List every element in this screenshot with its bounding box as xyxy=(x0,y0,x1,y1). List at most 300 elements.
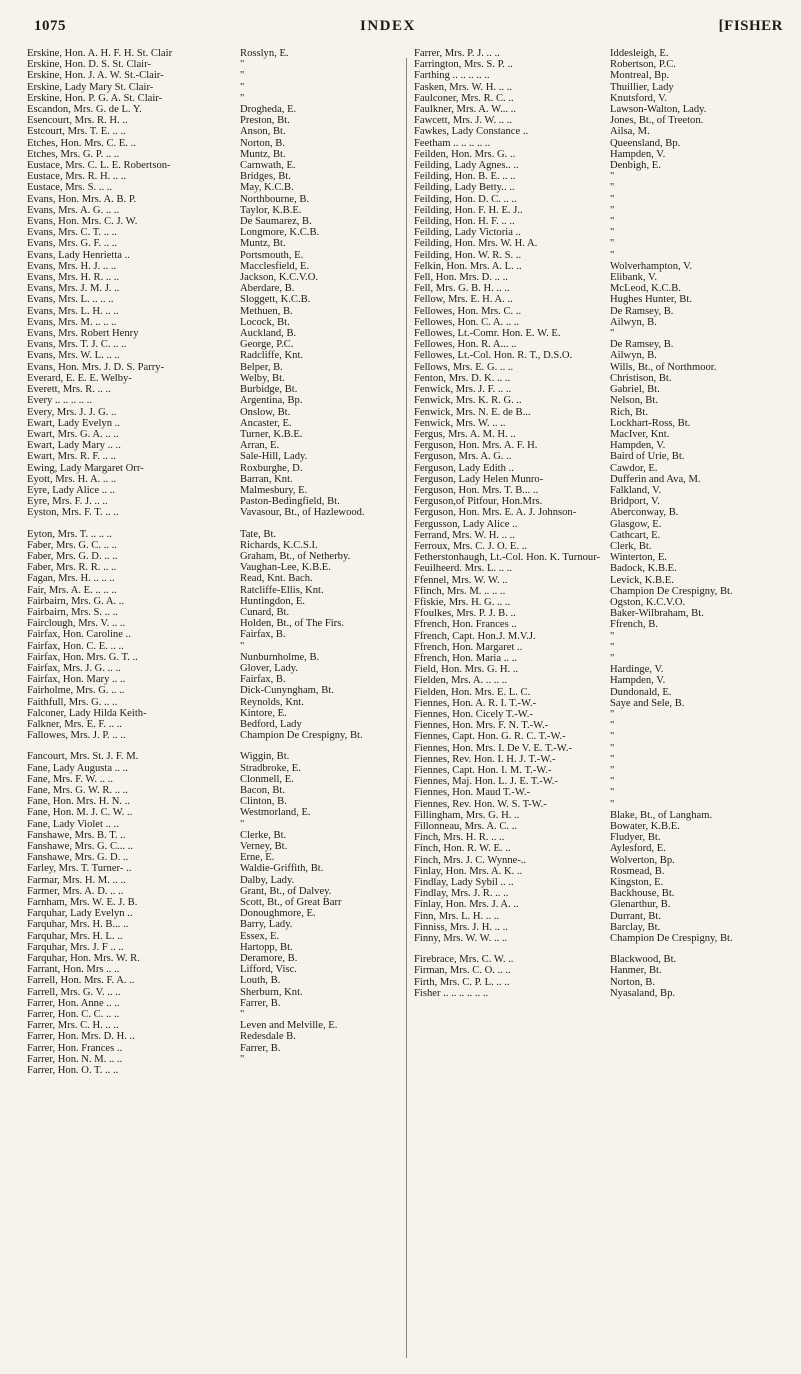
entry-shown-under: Waldie-Griffith, Bt. xyxy=(240,863,324,875)
entry-name: Farrell, Mrs. G. V. .. .. xyxy=(27,986,121,998)
index-entry xyxy=(27,998,397,1009)
index-entry xyxy=(414,619,796,630)
entry-shown-under: Falkland, V. xyxy=(610,484,662,496)
entry-shown-under: " xyxy=(240,81,245,93)
entry-name: Farquhar, Mrs. J. F .. .. xyxy=(27,941,124,953)
index-entry xyxy=(414,586,796,597)
entry-shown-under: Malmesbury, E. xyxy=(240,484,308,496)
entry-name: Fiennes, Capt. Hon. G. R. C. T.-W.- xyxy=(414,731,566,743)
entry-shown-under: Redesdale B. xyxy=(240,1031,296,1043)
entry-name: Every .. .. .. .. .. xyxy=(27,395,93,407)
entry-name: Evans, Mrs. H. J. .. .. xyxy=(27,260,117,272)
index-entry xyxy=(414,922,796,933)
left-column xyxy=(27,48,397,1364)
entry-name: Finch, Mrs. J. C. Wynne-.. xyxy=(414,854,527,866)
entry-name: Fenwick, Mrs. W. .. .. xyxy=(414,417,506,429)
index-entry xyxy=(27,238,397,249)
entry-name: Fallowes, Mrs. J. P. .. .. xyxy=(27,730,126,742)
entry-name: Eyton, Mrs. T. .. .. .. xyxy=(27,528,112,540)
index-entry xyxy=(27,485,397,496)
entry-name: Falconer, Lady Hilda Keith- xyxy=(27,707,147,719)
index-entry xyxy=(414,541,796,552)
entry-shown-under: Kintore, E. xyxy=(240,707,287,719)
index-entry xyxy=(27,931,397,942)
index-entry xyxy=(414,283,796,294)
entry-name: Fane, Hon. Mrs. H. N. .. xyxy=(27,796,130,808)
entry-name: Ewart, Lady Mary .. .. xyxy=(27,440,121,452)
index-entry xyxy=(27,205,397,216)
entry-shown-under: Clerke, Bt. xyxy=(240,829,287,841)
index-entry xyxy=(414,317,796,328)
entry-name: Fasken, Mrs. W. H. .. .. xyxy=(414,81,512,93)
index-entry xyxy=(414,171,796,182)
entry-shown-under: Rich, Bt. xyxy=(610,406,648,418)
entry-gap xyxy=(27,519,397,529)
entry-shown-under: Bowater, K.B.E. xyxy=(610,821,680,833)
entry-name: Erskine, Lady Mary St. Clair- xyxy=(27,81,154,93)
index-entry xyxy=(414,227,796,238)
entry-shown-under: " xyxy=(610,328,615,340)
entry-shown-under: " xyxy=(240,59,245,71)
index-entry xyxy=(414,507,796,518)
index-entry xyxy=(27,395,397,406)
index-entry xyxy=(27,362,397,373)
index-entry xyxy=(27,1054,397,1065)
entry-shown-under: Ailwyn, B. xyxy=(610,316,657,328)
entry-name: Esencourt, Mrs. R. H. .. xyxy=(27,115,128,127)
entry-name: Eyston, Mrs. F. T. .. .. xyxy=(27,507,119,519)
entry-name: Ferguson,of Pitfour, Hon.Mrs. xyxy=(414,496,543,508)
index-entry xyxy=(414,866,796,877)
index-entry xyxy=(414,776,796,787)
index-entry xyxy=(27,227,397,238)
index-entry xyxy=(414,743,796,754)
entry-shown-under: Glover, Lady. xyxy=(240,662,299,674)
entry-shown-under: Richards, K.C.S.I. xyxy=(240,539,318,551)
entry-name: Evans, Mrs. Robert Henry xyxy=(27,328,139,340)
index-entry xyxy=(414,48,796,59)
index-entry xyxy=(414,877,796,888)
entry-name: Evans, Mrs. G. F. .. .. xyxy=(27,238,118,250)
entry-shown-under: Hartopp, Bt. xyxy=(240,941,293,953)
index-entry xyxy=(27,641,397,652)
entry-name: Fellow, Mrs. E. H. A. .. xyxy=(414,294,513,306)
index-entry xyxy=(414,899,796,910)
index-entry xyxy=(27,328,397,339)
entry-shown-under: Bridport, V. xyxy=(610,496,660,508)
entry-shown-under: Cathcart, E. xyxy=(610,529,661,541)
index-entry xyxy=(27,160,397,171)
index-entry xyxy=(27,897,397,908)
index-entry xyxy=(414,888,796,899)
index-entry xyxy=(27,663,397,674)
index-entry xyxy=(27,182,397,193)
entry-name: Ffinch, Mrs. M. .. .. .. xyxy=(414,585,506,597)
entry-name: Fellowes, Lt.-Col. Hon. R. T., D.S.O. xyxy=(414,350,573,362)
entry-name: Firebrace, Mrs. C. W. .. xyxy=(414,954,514,966)
index-entry xyxy=(27,384,397,395)
entry-shown-under: Kingston, E. xyxy=(610,877,664,889)
index-entry xyxy=(414,552,796,563)
index-entry xyxy=(27,1043,397,1054)
index-entry xyxy=(414,138,796,149)
index-entry xyxy=(414,451,796,462)
entry-name: Erskine, Hon. J. A. W. St.-Clair- xyxy=(27,70,164,82)
index-entry xyxy=(27,306,397,317)
index-entry xyxy=(414,429,796,440)
entry-name: Eyre, Mrs. F. J. .. .. xyxy=(27,496,108,508)
entry-name: Fane, Mrs. F. W. .. .. xyxy=(27,773,113,785)
entry-name: Fillingham, Mrs. G. H. .. xyxy=(414,809,520,821)
entry-name: Ferguson, Hon. Mrs. T. B... .. xyxy=(414,484,539,496)
index-entry xyxy=(27,440,397,451)
entry-name: Fellowes, Hon. R. A... .. xyxy=(414,339,517,351)
index-entry xyxy=(414,362,796,373)
index-entry xyxy=(414,182,796,193)
index-entry xyxy=(414,965,796,976)
index-entry xyxy=(414,675,796,686)
entry-name: Feilden, Hon. Mrs. G. .. xyxy=(414,148,516,160)
entry-name: Ferroux, Mrs. C. J. O. E. .. xyxy=(414,540,527,552)
entry-shown-under: Aberconway, B. xyxy=(610,507,679,519)
entry-shown-under: Ailwyn, B. xyxy=(610,350,657,362)
index-entry xyxy=(414,855,796,866)
entry-name: Fawcett, Mrs. J. W. .. .. xyxy=(414,115,512,127)
entry-name: Fell, Hon. Mrs. D. .. .. xyxy=(414,272,508,284)
index-entry xyxy=(27,1020,397,1031)
entry-shown-under: Vavasour, Bt., of Hazlewood. xyxy=(240,507,365,519)
index-entry xyxy=(414,149,796,160)
entry-name: Ferguson, Lady Edith .. xyxy=(414,462,514,474)
index-entry xyxy=(414,597,796,608)
entry-shown-under: Onslow, Bt. xyxy=(240,406,291,418)
entry-name: Ffrench, Hon. Frances .. xyxy=(414,619,517,631)
entry-name: Evans, Hon. Mrs. J. D. S. Parry- xyxy=(27,361,165,373)
entry-name: Estcourt, Mrs. T. E. .. .. xyxy=(27,126,126,138)
entry-shown-under: Montreal, Bp. xyxy=(610,70,670,82)
entry-shown-under: Sale-Hill, Lady. xyxy=(240,451,308,463)
entry-shown-under: Hughes Hunter, Bt. xyxy=(610,294,692,306)
entry-name: Ferguson, Hon. Mrs. E. A. J. Johnson- xyxy=(414,507,577,519)
index-entry xyxy=(27,272,397,283)
entry-name: Finlay, Hon. Mrs. J. A. .. xyxy=(414,899,519,911)
entry-name: Evans, Mrs. A. G. .. .. xyxy=(27,204,120,216)
entry-name: Ewart, Mrs. R. F. .. .. xyxy=(27,451,116,463)
entry-shown-under: Hardinge, V. xyxy=(610,664,664,676)
entry-name: Feilding, Hon. H. F. .. .. xyxy=(414,216,515,228)
entry-name: Fiennes, Maj. Hon. L. J. E. T.-W.- xyxy=(414,776,558,788)
entry-name: Fielden, Hon. Mrs. E. L. C. xyxy=(414,686,531,698)
entry-name: Fellowes, Hon. Mrs. C. .. xyxy=(414,305,522,317)
entry-shown-under: " xyxy=(610,765,615,776)
index-entry xyxy=(414,339,796,350)
entry-shown-under: Dick-Cunyngham, Bt. xyxy=(240,685,334,697)
index-entry xyxy=(27,194,397,205)
index-entry xyxy=(414,519,796,530)
entry-name: Feuilheerd. Mrs. L. .. .. xyxy=(414,563,512,575)
index-entry xyxy=(27,964,397,975)
entry-shown-under: Drogheda, E. xyxy=(240,104,297,116)
entry-shown-under: Durrant, Bt. xyxy=(610,910,661,922)
entry-name: Ewart, Lady Evelyn .. xyxy=(27,417,120,429)
entry-shown-under: Lifford, Visc. xyxy=(240,964,297,976)
entry-shown-under: Farrer, B. xyxy=(240,1042,281,1054)
entry-shown-under: Muntz, Bt. xyxy=(240,148,286,160)
entry-name: Feilding, Hon. D. C. .. .. xyxy=(414,193,517,205)
entry-name: Evans, Mrs. J. M. J. .. xyxy=(27,283,120,295)
entry-name: Farquhar, Mrs. H. L. .. xyxy=(27,930,123,942)
index-entry xyxy=(27,104,397,115)
index-entry xyxy=(414,440,796,451)
index-entry xyxy=(414,653,796,664)
index-entry xyxy=(27,953,397,964)
entry-shown-under: " xyxy=(240,70,245,82)
entry-shown-under: Lawson-Walton, Lady. xyxy=(610,104,707,116)
index-entry xyxy=(414,911,796,922)
page-number: 1075 xyxy=(34,18,66,34)
index-entry xyxy=(27,607,397,618)
entry-name: Fairfax, Hon. Caroline .. xyxy=(27,629,131,641)
entry-shown-under: Hampden, V. xyxy=(610,148,666,160)
index-entry xyxy=(27,562,397,573)
entry-name: Evans, Lady Henrietta .. xyxy=(27,249,130,261)
entry-name: Farrington, Mrs. S. P. .. xyxy=(414,59,513,71)
entry-shown-under: Saye and Sele, B. xyxy=(610,697,685,709)
entry-shown-under: Champion De Crespigny, Bt. xyxy=(240,730,363,742)
index-entry xyxy=(414,530,796,541)
index-entry xyxy=(27,886,397,897)
entry-name: Farrer, Mrs. C. H. .. .. xyxy=(27,1020,119,1032)
entry-name: Fenwick, Mrs. N. E. de B... xyxy=(414,406,531,418)
column-divider xyxy=(406,58,407,1358)
index-entry xyxy=(414,70,796,81)
index-entry xyxy=(27,819,397,830)
entry-shown-under: Huntingdon, E. xyxy=(240,595,306,607)
entry-name: Finn, Mrs. L. H. .. .. xyxy=(414,910,500,922)
entry-shown-under: Preston, Bt. xyxy=(240,115,290,127)
index-entry xyxy=(414,731,796,742)
index-entry xyxy=(414,799,796,810)
entry-name: Feilding, Lady Victoria .. xyxy=(414,227,521,239)
entry-shown-under: Nyasaland, Bp. xyxy=(610,987,676,999)
entry-name: Ferguson, Mrs. A. G. .. xyxy=(414,451,512,463)
entry-name: Erskine, Hon. A. H. F. H. St. Clair xyxy=(27,48,173,59)
entry-shown-under: Fairfax, B. xyxy=(240,674,286,686)
entry-name: Farrer, Hon. N. M. .. .. xyxy=(27,1053,123,1065)
entry-shown-under: Hanmer, Bt. xyxy=(610,965,662,977)
entry-name: Fair, Mrs. A. E. .. .. .. xyxy=(27,584,117,596)
index-entry xyxy=(414,463,796,474)
entry-name: Faber, Mrs. R. R. .. .. xyxy=(27,562,117,574)
entry-shown-under: " xyxy=(610,630,615,642)
entry-name: Fiennes, Hon. A. R. I. T.-W.- xyxy=(414,697,537,709)
entry-name: Farrer, Hon. C. C. .. .. xyxy=(27,1009,120,1021)
entry-shown-under: Winterton, E. xyxy=(610,552,667,564)
entry-name: Ffennel, Mrs. W. W. .. xyxy=(414,574,508,586)
index-entry xyxy=(414,250,796,261)
entry-name: Fairbairn, Mrs. G. A. .. xyxy=(27,595,125,607)
entry-shown-under: Roxburghe, D. xyxy=(240,462,303,474)
entry-name: Fergus, Mrs. A. M. H. .. xyxy=(414,428,516,440)
entry-name: Ffrench, Hon. Maria .. .. xyxy=(414,652,517,664)
entry-shown-under: Elibank, V. xyxy=(610,272,657,284)
entry-name: Everett, Mrs. R. .. .. xyxy=(27,384,111,396)
entry-name: Fillonneau, Mrs. A. C. .. xyxy=(414,821,517,833)
entry-shown-under: " xyxy=(610,798,615,810)
entry-name: Fane, Mrs. G. W. R. .. .. xyxy=(27,785,128,796)
entry-shown-under: Clinton, B. xyxy=(240,796,287,808)
entry-name: Evans, Mrs. W. L. .. .. xyxy=(27,350,120,362)
index-entry xyxy=(27,507,397,518)
index-entry xyxy=(414,687,796,698)
entry-shown-under: Sherburn, Knt. xyxy=(240,986,303,998)
entry-shown-under: " xyxy=(610,753,615,765)
index-entry xyxy=(414,631,796,642)
index-entry xyxy=(27,250,397,261)
index-entry xyxy=(27,138,397,149)
index-entry xyxy=(27,629,397,640)
entry-name: Fiennes, Rev. Hon. I. H. J. T.-W.- xyxy=(414,753,556,765)
index-entry xyxy=(414,474,796,485)
entry-name: Fairholme, Mrs. G. .. .. xyxy=(27,685,125,697)
entry-name: Evans, Hon. Mrs. C. J. W. xyxy=(27,216,138,228)
entry-shown-under: George, P.C. xyxy=(240,339,294,351)
entry-shown-under: " xyxy=(610,652,615,664)
entry-name: Eustace, Mrs. C. L. E. Robertson- xyxy=(27,160,171,172)
entry-name: Finch, Hon. R. W. E. .. xyxy=(414,843,511,855)
index-entry xyxy=(414,194,796,205)
index-entry xyxy=(27,529,397,540)
entry-shown-under: Graham, Bt., of Netherby. xyxy=(240,550,351,562)
index-entry xyxy=(414,821,796,832)
entry-name: Finniss, Mrs. J. H. .. .. xyxy=(414,921,508,933)
entry-shown-under: Ancaster, E. xyxy=(240,417,292,429)
entry-name: Evans, Mrs. H. R. .. .. xyxy=(27,272,120,284)
index-entry xyxy=(414,407,796,418)
index-entry xyxy=(414,261,796,272)
entry-shown-under: Vaughan-Lee, K.B.E. xyxy=(240,562,331,574)
index-entry xyxy=(414,115,796,126)
entry-name: Fenwick, Mrs. K. R. G. .. xyxy=(414,395,522,407)
index-entry xyxy=(414,787,796,798)
entry-shown-under: Leven and Melville, E. xyxy=(240,1020,338,1032)
index-entry xyxy=(27,908,397,919)
entry-shown-under: " xyxy=(610,720,615,732)
entry-name: Felkin, Hon. Mrs. A. L. .. xyxy=(414,260,522,272)
entry-shown-under: Norton, B. xyxy=(240,137,286,149)
index-entry xyxy=(27,339,397,350)
index-entry xyxy=(27,841,397,852)
entry-shown-under: Read, Knt. Bach. xyxy=(240,573,313,585)
entry-shown-under: " xyxy=(610,171,615,183)
entry-name: Farrer, Hon. Mrs. D. H. .. xyxy=(27,1031,135,1043)
entry-shown-under: Nelson, Bt. xyxy=(610,395,658,407)
entry-name: Fiennes, Hon. Cicely T.-W.- xyxy=(414,708,533,720)
entry-shown-under: Dufferin and Ava, M. xyxy=(610,473,701,485)
entry-shown-under: " xyxy=(610,238,615,250)
entry-shown-under: " xyxy=(610,731,615,743)
index-entry xyxy=(27,730,397,741)
entry-name: Farmar, Mrs. H. M. .. .. xyxy=(27,874,126,886)
entry-name: Eustace, Mrs. S. .. .. xyxy=(27,182,113,194)
entry-name: Every, Mrs. J. J. G. .. xyxy=(27,406,117,418)
entry-shown-under: Auckland, B. xyxy=(240,328,297,340)
entry-shown-under: Wolverhampton, V. xyxy=(610,260,693,272)
index-entry xyxy=(27,59,397,70)
index-entry xyxy=(27,618,397,629)
index-entry xyxy=(414,720,796,731)
entry-shown-under: Badock, K.B.E. xyxy=(610,563,677,575)
entry-shown-under: Knutsford, V. xyxy=(610,92,667,104)
entry-name: Farquhar, Lady Evelyn .. xyxy=(27,908,133,920)
entry-shown-under: " xyxy=(610,227,615,239)
entry-name: Fanshawe, Mrs. G. D. .. xyxy=(27,852,129,864)
right-column xyxy=(414,48,796,1364)
entry-name: Erskine, Hon. P. G. A. St. Clair- xyxy=(27,92,163,104)
entry-name: Fetherstonhaugh, Lt.-Col. Hon. K. Turnour- xyxy=(414,552,601,564)
index-entry xyxy=(414,328,796,339)
index-entry xyxy=(414,832,796,843)
entry-shown-under: Essex, E. xyxy=(240,930,280,942)
entry-shown-under: Aberdare, B. xyxy=(240,283,295,295)
entry-name: Etches, Mrs. G. P. .. .. xyxy=(27,148,120,160)
index-entry xyxy=(27,830,397,841)
entry-name: Ffoulkes, Mrs. P. J. B. .. xyxy=(414,608,516,620)
entry-shown-under: " xyxy=(240,1009,245,1021)
entry-name: Etches, Hon. Mrs. C. E. .. xyxy=(27,137,136,149)
index-entry xyxy=(414,485,796,496)
index-entry xyxy=(414,205,796,216)
entry-name: Fagan, Mrs. H. .. .. .. xyxy=(27,573,115,585)
index-entry xyxy=(27,1009,397,1020)
entry-shown-under: Hampden, V. xyxy=(610,675,666,687)
entry-name: Farnham, Mrs. W. E. J. B. xyxy=(27,897,138,909)
index-entry xyxy=(414,575,796,586)
index-entry xyxy=(414,642,796,653)
entry-name: Ewart, Mrs. G. A. .. .. xyxy=(27,428,119,440)
entry-shown-under: Glenarthur, B. xyxy=(610,899,671,911)
entry-name: Feilding, Hon. W. R. S. .. xyxy=(414,249,522,261)
entry-name: Fane, Lady Violet .. .. xyxy=(27,818,119,830)
entry-name: Evans, Mrs. L. H. .. .. xyxy=(27,305,119,317)
entry-shown-under: Muntz, Bt. xyxy=(240,238,286,250)
index-entry xyxy=(414,93,796,104)
index-entry xyxy=(27,373,397,384)
entry-name: Fiennes, Rev. Hon. W. S. T-W.- xyxy=(414,798,547,810)
entry-name: Fairfax, Hon. C. E. .. .. xyxy=(27,640,124,652)
entry-shown-under: Macclesfield, E. xyxy=(240,260,310,272)
entry-shown-under: Erne, E. xyxy=(240,852,275,864)
entry-shown-under: Rosslyn, E. xyxy=(240,48,289,59)
entry-shown-under: Glasgow, E. xyxy=(610,518,662,530)
entry-name: Ewing, Lady Margaret Orr- xyxy=(27,462,144,474)
index-entry xyxy=(27,987,397,998)
index-entry xyxy=(414,238,796,249)
index-entry xyxy=(414,765,796,776)
entry-shown-under: Bedford, Lady xyxy=(240,718,302,730)
entry-shown-under: Barran, Knt. xyxy=(240,473,293,485)
index-entry xyxy=(27,1031,397,1042)
entry-name: Fane, Hon. M. J. C. W. .. xyxy=(27,807,133,819)
entry-gap xyxy=(27,741,397,751)
entry-name: Fanshawe, Mrs. G. C... .. xyxy=(27,841,133,853)
entry-name: Evans, Mrs. L. .. .. .. xyxy=(27,294,114,306)
entry-shown-under: " xyxy=(610,216,615,228)
entry-shown-under: May, K.C.B. xyxy=(240,182,294,194)
entry-name: Evans, Mrs. M. .. .. .. xyxy=(27,316,117,328)
index-entry xyxy=(27,596,397,607)
entry-name: Fellowes, Hon. C. A. .. .. xyxy=(414,316,520,328)
